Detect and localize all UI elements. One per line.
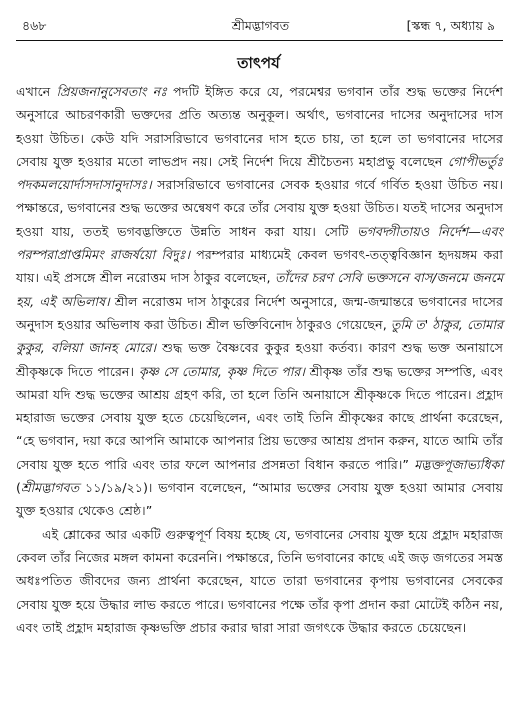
italic-run: প্রিয়জনানুসেবতাং নঃ — [56, 84, 167, 99]
text-run: সরাসরিভাবে ভগবানের সেবক হওয়ার গর্বে গর্বিত হওয়া উচিত নয়। পক্ষান্তরে, ভগবানের শুদ্ধ ভক্তের অন্বেষণ করে তাঁর সেবায় যুক্ত হওয়া উচিত। যতই দাসের অনুদাস হওয়া যায়, ততই ভগবদ্ভক্তিতে উন্নতি সাধন করা যায়। সেটি — [16, 177, 503, 239]
italic-run: তাঁদের চরণ সেবি ভক্তসনে বাস/জনমে জনমে হয়, এই অভিলাষ। — [16, 270, 504, 309]
text-run: শ্রীকৃষ্ণ তাঁর শুদ্ধ ভক্তের সম্পত্তি, এবং আমরা যদি শুদ্ধ ভক্তের আশ্রয় গ্রহণ করি, তা হলে তিনি অনায়াসে শ্রীকৃষ্ণকে দিতে পারেন। প্রহ্লাদ মহারাজ ভক্তের সেবায় যুক্ত হতে চেয়েছিলেন, এবং তাই তিনি শ্রীকৃষ্ণের কাছে প্রার্থনা করেছেন, “হে ভগবান, দয়া করে আপনি আমাকে আপনার প্রিয় ভক্তের আশ্রয় প্রদান করুন, যাতে আমি তাঁর সেবায় যুক্ত হতে পারি এবং তার ফলে আপনার প্রসন্নতা বিধান করতে পারি।” — [16, 363, 504, 472]
page-number: ৪৬৮ — [22, 18, 47, 33]
italic-run: তুমি ত' ঠাকুর, তোমার কুকুর, বলিয়া জানহ মোরে। — [16, 316, 503, 356]
header-rule — [16, 40, 503, 41]
text-run: ১১/১৯/২১)। ভগবান বলেছেন, “আমার ভক্তের সেবায় যুক্ত হওয়া আমার সেবায় যুক্ত হওয়ার থেকেও শ্রেষ্ঠ।” — [16, 480, 503, 519]
italic-run: শ্রীমদ্ভাগবত — [20, 480, 80, 496]
book-title: শ্রীমদ্ভাগবত — [231, 18, 290, 33]
italic-run: মদ্ভক্তপূজাভ্যধিকা — [414, 456, 503, 472]
text-run: শুদ্ধ ভক্ত বৈষ্ণবের কুকুর হওয়া কর্তব্য। কারণ শুদ্ধ ভক্ত অনায়াসে শ্রীকৃষ্ণকে দিতে পারেন। — [16, 340, 503, 379]
body-text — [16, 80, 503, 639]
text-run: শ্রীল নরোত্তম দাস ঠাকুরের নির্দেশ অনুসারে, জন্ম-জন্মান্তরে ভগবানের দাসের অনুদাস হওয়ার অভিলাষ করা উচিত। শ্রীল ভক্তিবিনোদ ঠাকুরও গেয়েছেন, — [16, 293, 503, 332]
paragraph-1 — [16, 80, 503, 523]
section-reference: [স্কন্ধ ৭, অধ্যায় ৯ — [406, 18, 495, 33]
text-run: এখানে — [16, 84, 57, 99]
text-run: ( — [16, 480, 21, 496]
italic-run: গোপীভর্তুঃ পদকমলয়োর্দাসদাসানুদাসঃ। — [16, 153, 503, 193]
italic-run: কৃষ্ণ সে তোমার, কৃষ্ণ দিতে পার। — [138, 363, 305, 379]
page-header — [18, 8, 503, 38]
text-run: পরম্পরার মাধ্যমেই কেবল ভগবৎ-তত্ত্ববিজ্ঞান হৃদয়ঙ্গম করা যায়। এই প্রসঙ্গে শ্রীল নরোত্তম দাস ঠাকুর বলেছেন, — [16, 247, 503, 286]
text-run: পদটি ইঙ্গিত করে যে, পরমেশ্বর ভগবান তাঁর শুদ্ধ ভক্তের নির্দেশ অনুসারে আচরণকারী ভক্তদের প্রতি অত্যন্ত অনুকূল। অর্থাৎ, ভগবানের দাসের অনুদাসের দাস হওয়া উচিত। কেউ যদি সরাসরিভাবে ভগবানের দাস হতে চায়, তা হলে তা ভগবানের দাসের সেবায় যুক্ত হওয়ার মতো লাভপ্রদ নয়। সেই নির্দেশ দিয়ে শ্রীচৈতন্য মহাপ্রভু বলেছেন — [16, 84, 504, 169]
paragraph-2: এই শ্লোকের আর একটি গুরুত্বপূর্ণ বিষয় হচ্ছে যে, ভগবানের সেবায় যুক্ত হয়ে প্রহ্লাদ মহারাজ কেবল তাঁর নিজের মঙ্গল কামনা করেননি। পক্ষান্তরে, তিনি ভগবানের কাছে এই জড় জগতের সমস্ত অধঃপতিত জীবদের জন্য প্রার্থনা করেছেন, যাতে তারা ভগবানের কৃপায় ভগবানের সেবকের সেবায় যুক্ত হয়ে উদ্ধার লাভ করতে পারে। ভগবানের পক্ষে তাঁর কৃপা প্রদান করা মোটেই কঠিন নয়, এবং তাই প্রহ্লাদ মহারাজ কৃষ্ণভক্তি প্রচার করার দ্বারা সারা জগৎকে উদ্ধার করতে চেয়েছেন। — [16, 526, 503, 635]
italic-run: ভগবদ্গীতায়ও নির্দেশ—এবং পরম্পরাপ্রাপ্তমিমং রাজর্ষয়ো বিদুঃ। — [16, 223, 503, 263]
section-heading: তাৎপর্য — [237, 54, 280, 72]
